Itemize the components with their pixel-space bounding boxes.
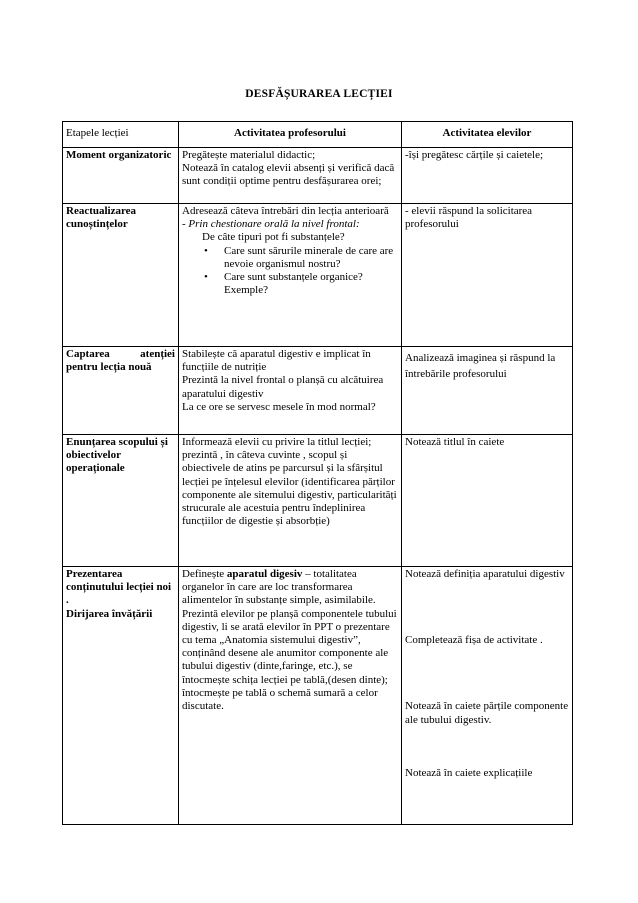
document-title: DESFĂȘURAREA LECȚIEI [245, 88, 393, 100]
student-line: Notează în caiete părțile componente ale tubului digestiv. [405, 700, 569, 726]
teacher-line: Adresează câteva întrebări din lecția anterioară [182, 205, 389, 217]
student-line: - elevii răspund la solicitarea profesorului [405, 205, 533, 231]
student-activity-cell [402, 567, 573, 825]
stage-word: Captarea [66, 348, 110, 360]
stage-cell [63, 347, 179, 435]
teacher-line: Prezintă la nivel frontal o planșă cu alcătuirea aparatului digestiv [182, 374, 384, 400]
teacher-definition [182, 568, 398, 608]
student-activity-cell [402, 347, 573, 435]
stage-rest: pentru lecția nouă [66, 361, 152, 374]
teacher-line: Prezintă elevilor pe planșă componentele tubului digestiv, li se arată elevilor în PPT o prezentare cu tema „Anatomia sistemului digestiv”, conținând desene ale anumitor componente ale tubului digestiv (dinte,faringe, etc.), se întocmește schița lecției pe tablă,(desen dinte); întocmește pe tablă o schemă sumară a celor discutate. [182, 607, 397, 712]
student-line: -își pregătesc cărțile și caietele; [405, 149, 544, 161]
teacher-line: La ce ore se servesc mesele în mod normal? [182, 400, 376, 413]
stage-word: atenției [140, 348, 175, 360]
teacher-activity-cell [179, 204, 402, 347]
teacher-activity-cell [179, 148, 402, 204]
lesson-table [62, 121, 573, 825]
definition-text: – totalitatea organelor în care are loc transformarea alimentelor în substanțe simple, asimilabile. [182, 568, 376, 607]
list-item: • Care sunt sărurile minerale de care are nevoie organismul nostru? [224, 245, 398, 271]
table-header-row [63, 122, 573, 148]
stage-cell [63, 567, 179, 825]
list-item: • Care sunt substanțele organice? Exemple? [224, 271, 398, 297]
student-line: Notează definiția aparatului digestiv [405, 568, 565, 580]
teacher-line: Notează în catalog elevii absenți și verifică dacă sunt condiții optime pentru desfășurarea orei; [182, 162, 395, 188]
teacher-line: Informează elevii cu privire la titlul lecției; prezintă , în câteva cuvinte , scopul și obiectivele de atins pe parcursul și la sfârșitul lecției pe înțelesul elevilor (identificarea părților componente ale sitemului digestiv, particularități strucurale ale acestuia pentru îndeplinirea funcțiilor de digestie și absorbție) [182, 436, 397, 528]
teacher-line: Stabilește că aparatul digestiv e implicat în funcțiile de nutriție [182, 348, 371, 374]
definition-term: aparatul digesiv [226, 568, 303, 580]
student-activity-cell [402, 204, 573, 347]
teacher-activity-cell [179, 435, 402, 567]
teacher-question: De câte tipuri pot fi substanțele? [202, 231, 345, 244]
student-line: Completează fișa de activitate . [405, 634, 543, 647]
header-student-activity: Activitatea elevilor [402, 122, 573, 148]
teacher-line: Pregătește materialul didactic; [182, 149, 316, 161]
table-row [63, 148, 573, 204]
header-teacher-activity: Activitatea profesorului [179, 122, 402, 148]
question-list [182, 245, 398, 298]
definition-prefix: Definește [182, 568, 227, 580]
table-row [63, 347, 573, 435]
stage-cell: Enunțarea scopului și obiectivelor operaționale [63, 435, 179, 567]
table-row [63, 435, 573, 567]
table-row [63, 204, 573, 347]
student-line: Analizează imaginea și răspund la întrebările profesorului [405, 352, 556, 380]
teacher-method: - Prin chestionare orală la nivel frontal: [182, 218, 360, 231]
student-line: Notează titlul în caiete [405, 436, 505, 448]
stage-cell: Reactualizarea cunoștințelor [63, 204, 179, 347]
student-line: Notează în caiete explicațiile [405, 766, 533, 779]
teacher-activity-cell [179, 347, 402, 435]
teacher-activity-cell [179, 567, 402, 825]
header-stages: Etapele lecției [63, 122, 179, 148]
stage-title: Prezentarea conținutului lecției noi . [66, 568, 172, 607]
student-activity-cell [402, 148, 573, 204]
student-activity-cell [402, 435, 573, 567]
stage-first-line [66, 348, 175, 361]
table-row [63, 567, 573, 825]
stage-cell: Moment organizatoric [63, 148, 179, 204]
stage-subtitle: Dirijarea învățării [66, 607, 153, 620]
